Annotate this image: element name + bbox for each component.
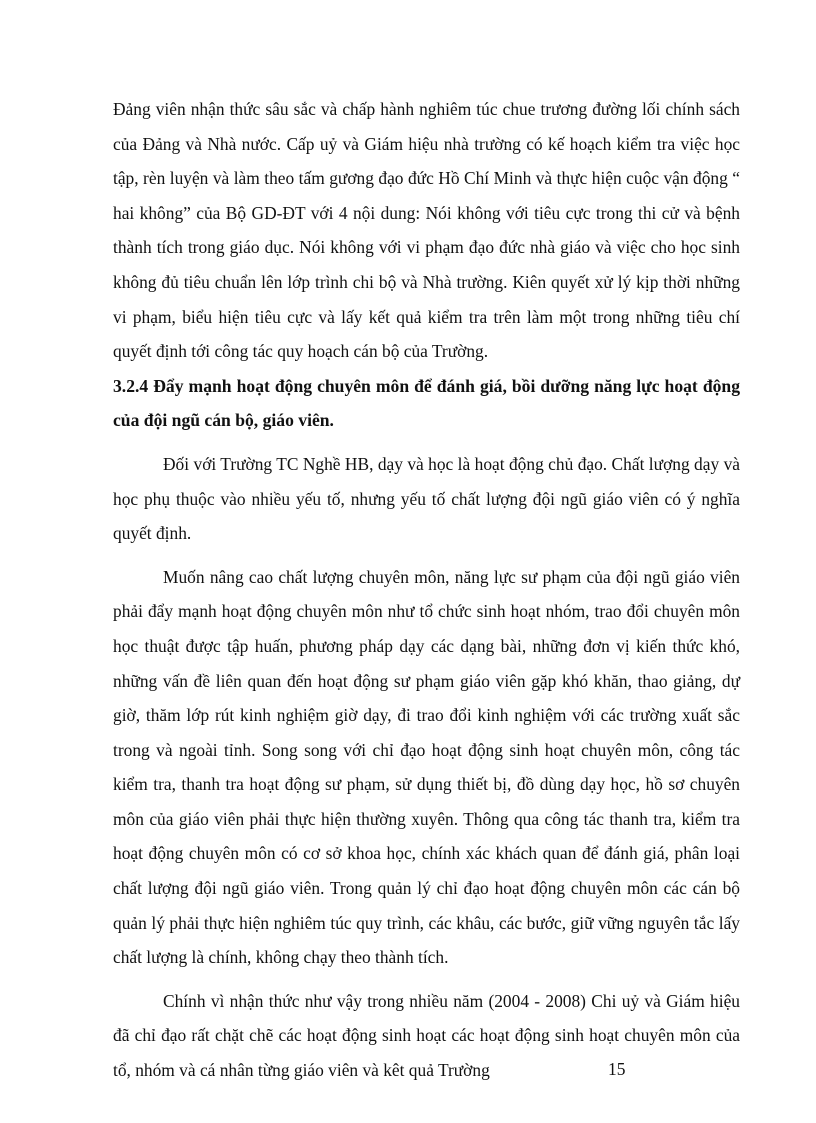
paragraph-party-members: Đảng viên nhận thức sâu sắc và chấp hành nghiêm túc chue trương đường lối chính sách của Đảng và Nhà nước. Cấp uỷ và Giám hiệu nhà trường có kế hoạch kiểm tra việc học tập, rèn luyện và làm theo tấm gương đạo đức Hồ Chí Minh và thực hiện cuộc vận động “ hai không” của Bộ GD-ĐT với 4 nội dung: Nói không với tiêu cực trong thi cử và bệnh thành tích trong giáo dục. Nói không với vi phạm đạo đức nhà giáo và việc cho học sinh không đủ tiêu chuẩn lên lớp trình chi bộ và Nhà trường. Kiên quyết xử lý kịp thời những vi phạm, biểu hiện tiêu cực và lấy kết quả kiểm tra trên làm một trong những tiêu chí quyết định tới công tác quy hoạch cán bộ của Trường. [113,99,740,362]
page-body [113,92,740,1088]
paragraph-2004-2008-results: Chính vì nhận thức như vậy trong nhiều năm (2004 - 2008) Chi uỷ và Giám hiệu đã chỉ đạo rất chặt chẽ các hoạt động sinh hoạt các hoạt động sinh hoạt chuyên môn của tổ, nhóm và cá nhân từng giáo viên và kêt quả Trường [113,990,740,1081]
paragraph-teaching-role: Đối với Trường TC Nghề HB, dạy và học là hoạt động chủ đạo. Chất lượng dạy và học phụ thuộc vào nhiều yếu tố, nhưng yếu tố chất lượng đội ngũ giáo viên có ý nghĩa quyết định. [113,453,740,544]
paragraph-professional-activities: Muốn nâng cao chất lượng chuyên môn, năng lực sư phạm của đội ngũ giáo viên phải đẩy mạnh hoạt động chuyên môn như tổ chức sinh hoạt nhóm, trao đổi chuyên môn học thuật được tập huấn, phương pháp dạy các dạng bài, những đơn vị kiến thức khó, những vấn đề liên quan đến hoạt động sư phạm giáo viên gặp khó khăn, thao giảng, dự giờ, thăm lớp rút kinh nghiệm giờ dạy, đi trao đổi kinh nghiệm với các trường xuất sắc trong và ngoài tỉnh. Song song với chỉ đạo hoạt động sinh hoạt chuyên môn, công tác kiểm tra, thanh tra hoạt động sư phạm, sử dụng thiết bị, đồ dùng dạy học, hồ sơ chuyên môn của giáo viên phải thực hiện thường xuyên. Thông qua công tác thanh tra, kiểm tra hoạt động chuyên môn có cơ sở khoa học, chính xác khách quan để đánh giá, phân loại chất lượng đội ngũ giáo viên. Trong quản lý chỉ đạo hoạt động chuyên môn các cán bộ quản lý phải thực hiện nghiêm túc quy trình, các khâu, các bước, giữ vững nguyên tắc lấy chất lượng là chính, không chạy theo thành tích. [113,566,740,968]
section-heading-3-2-4: 3.2.4 Đẩy mạnh hoạt động chuyên môn để đánh giá, bồi dưỡng năng lực hoạt động của đội ngũ cán bộ, giáo viên. [113,375,740,431]
page-number: 15 [608,1059,626,1079]
